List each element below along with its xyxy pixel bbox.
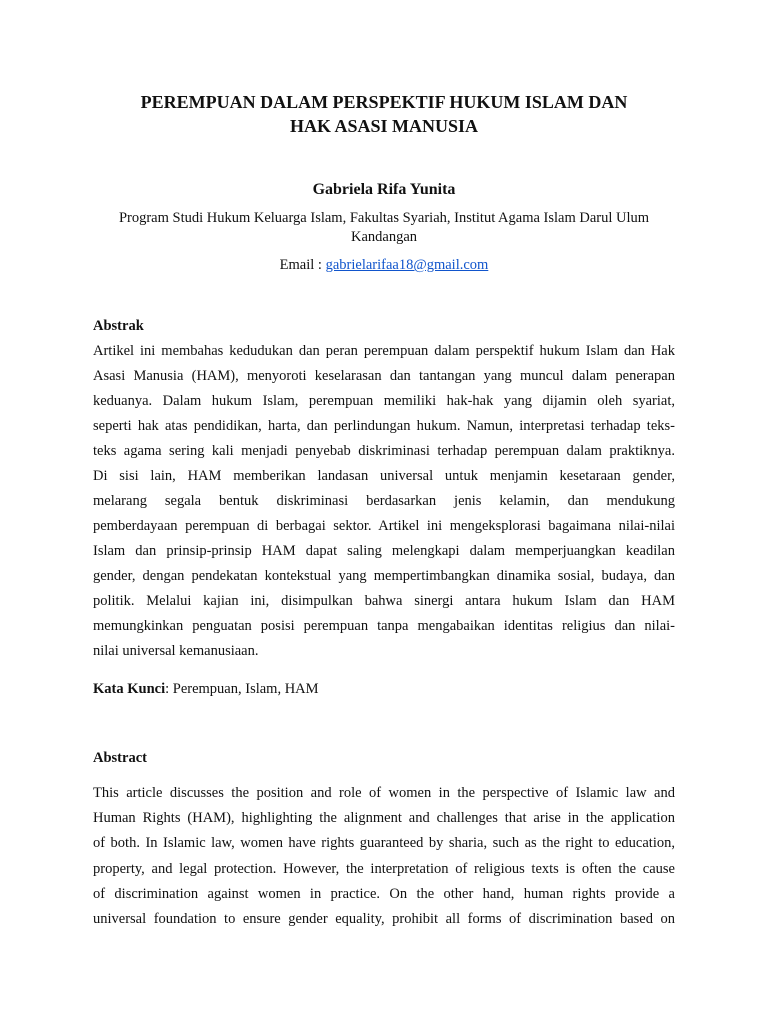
abstrak-line: memungkinkan penguatan posisi perempuan tanpa mengabaikan identitas religius dan nilai- — [93, 618, 675, 634]
paper-title-line-2: HAK ASASI MANUSIA — [289, 116, 479, 136]
abstract-line: of both. In Islamic law, women have rights guaranteed by sharia, such as the right to education, — [93, 835, 675, 852]
abstrak-line: keduanya. Dalam hukum Islam, perempuan memiliki hak-hak yang dijamin oleh syariat, — [93, 393, 675, 409]
abstract-line: Human Rights (HAM), highlighting the alignment and challenges that arise in the application — [93, 810, 675, 827]
abstrak-line: seperti hak atas pendidikan, harta, dan perlindungan hukum. Namun, interpretasi terhadap teks- — [93, 418, 675, 434]
abstrak-line: Artikel ini membahas kedudukan dan peran perempuan dalam perspektif hukum Islam dan Hak — [93, 343, 675, 359]
abstrak-line: Asasi Manusia (HAM), menyoroti keselarasan dan tantangan yang muncul dalam penerapan — [93, 368, 675, 384]
abstract-line: This article discusses the position and role of women in the perspective of Islamic law and — [93, 785, 675, 801]
paper-title — [93, 90, 675, 138]
abstrak-line: politik. Melalui kajian ini, disimpulkan bahwa sinergi antara hukum Islam dan HAM — [93, 593, 675, 609]
affiliation-line-2: Kandangan — [350, 229, 418, 245]
abstract-line: universal foundation to ensure gender equality, prohibit all forms of discrimination based on — [93, 910, 675, 927]
author-email — [93, 255, 675, 275]
email-link[interactable]: gabrielarifaa18@gmail.com — [325, 257, 489, 273]
abstract-body — [93, 781, 675, 932]
email-label: Email : — [279, 257, 326, 273]
affiliation-line-1: Program Studi Hukum Keluarga Islam, Fakultas Syariah, Institut Agama Islam Darul Ulum — [118, 210, 650, 226]
abstrak-heading: Abstrak — [93, 318, 144, 334]
abstrak-line: pemberdayaan perempuan di berbagai sektor. Artikel ini mengeksplorasi bagaimana nilai-nilai — [93, 518, 675, 534]
paper-title-line-1: PEREMPUAN DALAM PERSPEKTIF HUKUM ISLAM DAN — [140, 92, 628, 112]
abstrak-line: teks agama sering kali menjadi penyebab diskriminasi terhadap perempuan dalam praktiknya. — [93, 443, 675, 459]
keywords — [93, 679, 319, 699]
author-name: Gabriela Rifa Yunita — [312, 181, 456, 198]
abstrak-line: Di sisi lain, HAM memberikan landasan universal untuk menjamin kesetaraan gender, — [93, 468, 675, 484]
abstract-heading: Abstract — [93, 750, 147, 766]
keywords-value: : Perempuan, Islam, HAM — [165, 681, 319, 697]
abstrak-line: nilai universal kemanusiaan. — [93, 643, 259, 659]
abstrak-line: Islam dan prinsip-prinsip HAM dapat saling melengkapi dalam memperjuangkan keadilan — [93, 543, 675, 559]
abstrak-body — [93, 339, 675, 664]
abstrak-line: melarang segala bentuk diskriminasi berdasarkan jenis kelamin, dan mendukung — [93, 493, 675, 509]
abstrak-line: gender, dengan pendekatan kontekstual yang mempertimbangkan dinamika sosial, budaya, dan — [93, 568, 675, 584]
keywords-label: Kata Kunci — [93, 681, 166, 697]
abstract-line: property, and legal protection. However, the interpretation of religious texts is often the cause — [93, 860, 675, 877]
abstract-line: of discrimination against women in practice. On the other hand, human rights provide a — [93, 885, 675, 902]
author-affiliation — [93, 209, 675, 247]
